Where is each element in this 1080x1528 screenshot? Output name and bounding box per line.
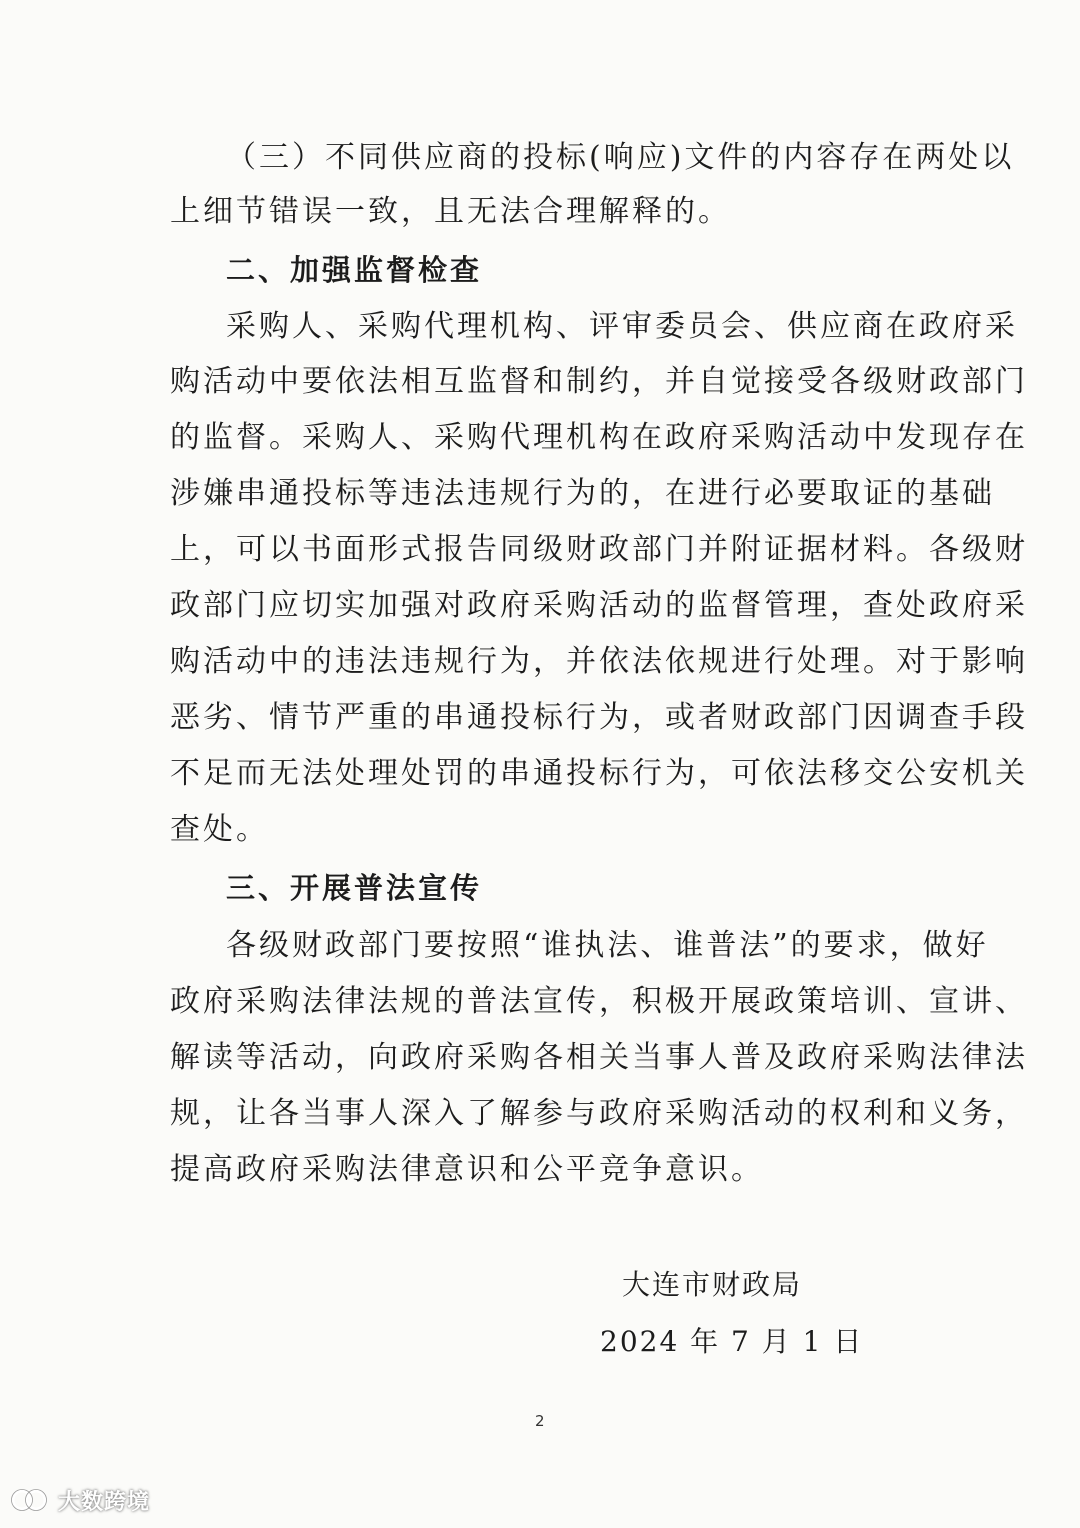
- paragraph-line: 购活动中的违法违规行为，并依法依规进行处理。对于影响: [170, 644, 1028, 679]
- paragraph-line: 不足而无法处理处罚的串通投标行为，可依法移交公安机关: [170, 756, 1028, 791]
- paragraph-line: 查处。: [170, 812, 269, 847]
- paragraph-line: 上细节错误一致，且无法合理解释的。: [170, 194, 731, 229]
- paragraph-line: 购活动中要依法相互监督和制约，并自觉接受各级财政部门: [170, 364, 1028, 399]
- page-number: 2: [535, 1412, 545, 1430]
- paragraph-line: 解读等活动，向政府采购各相关当事人普及政府采购法律法: [170, 1040, 1028, 1075]
- paragraph-line: 政部门应切实加强对政府采购活动的监督管理，查处政府采: [170, 588, 1028, 623]
- signature-date: 2024 年 7 月 1 日: [600, 1325, 864, 1358]
- section-heading: 二、加强监督检查: [226, 253, 483, 287]
- watermark-logo-icon: [10, 1486, 50, 1514]
- paragraph-line: 规，让各当事人深入了解参与政府采购活动的权利和义务，: [170, 1096, 1028, 1131]
- section-heading: 三、开展普法宣传: [226, 871, 483, 905]
- paragraph-line: 提高政府采购法律意识和公平竞争意识。: [170, 1152, 764, 1187]
- paragraph-line: 政府采购法律法规的普法宣传，积极开展政策培训、宣讲、: [170, 984, 1028, 1019]
- paragraph-line: 上，可以书面形式报告同级财政部门并附证据材料。各级财: [170, 532, 1028, 567]
- paragraph-line: 各级财政部门要按照“谁执法、谁普法”的要求，做好: [226, 928, 989, 963]
- paragraph-line: 恶劣、情节严重的串通投标行为，或者财政部门因调查手段: [170, 700, 1028, 735]
- paragraph-line: 涉嫌串通投标等违法违规行为的，在进行必要取证的基础: [170, 476, 995, 511]
- signature-org: 大连市财政局: [622, 1268, 803, 1301]
- watermark: [10, 1484, 150, 1516]
- paragraph-line: 的监督。采购人、采购代理机构在政府采购活动中发现存在: [170, 420, 1028, 455]
- paragraph-line: （三）不同供应商的投标(响应)文件的内容存在两处以: [226, 140, 1015, 175]
- watermark-text: 大数跨境: [58, 1489, 151, 1515]
- paragraph-line: 采购人、采购代理机构、评审委员会、供应商在政府采: [226, 309, 1018, 344]
